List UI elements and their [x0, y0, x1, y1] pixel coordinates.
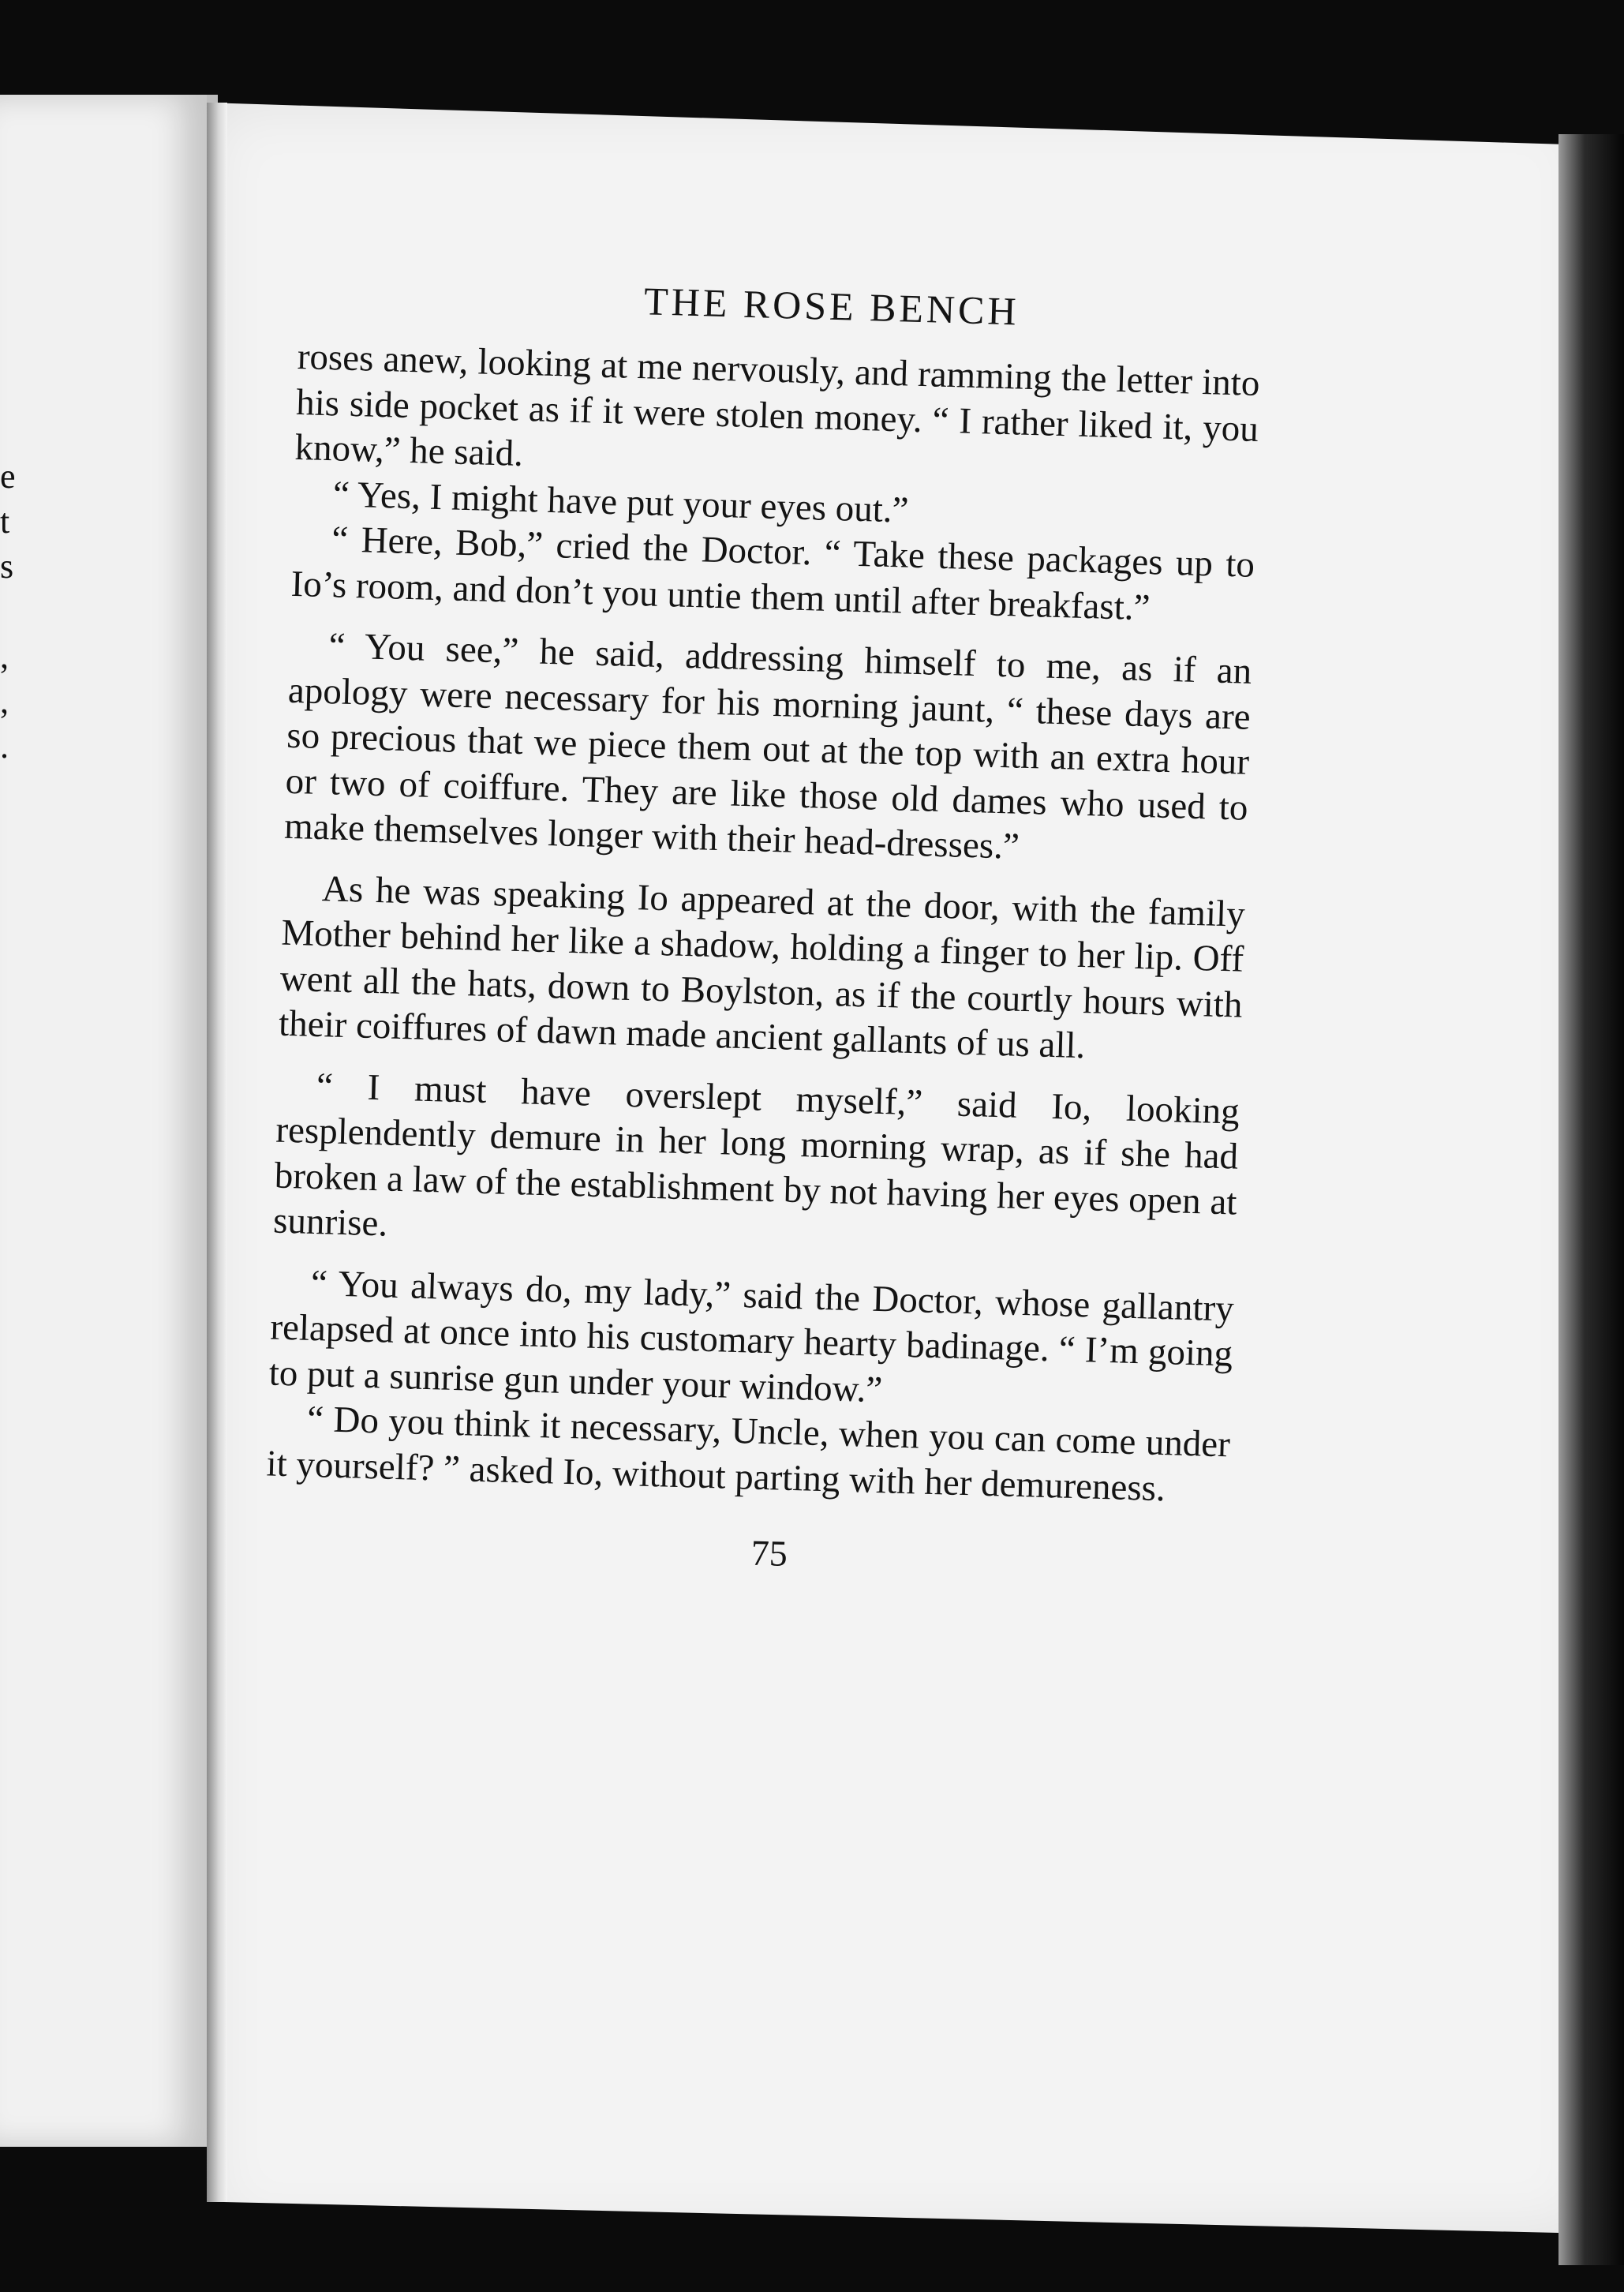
paragraph: “ Yes, I might have put your eyes out.”: [332, 473, 910, 531]
fragment: [0, 589, 16, 634]
paragraph: “ Do you think it necessary, Uncle, when you can come under it yourself? ” asked Io, without parting with her demureness.: [265, 1398, 1231, 1509]
paragraph: “ Here, Bob,” cried the Doctor. “ Take these packages up to Io’s room, and don’t you untie them until after breakfast.”: [290, 519, 1255, 628]
fragment: .: [0, 727, 9, 766]
fragment: e: [0, 457, 16, 496]
page-gutter: [207, 103, 227, 2202]
previous-page-text-fragments: [0, 454, 16, 769]
page-edge-shadow: [1559, 134, 1624, 2265]
paragraph: “ You see,” he said, addressing himself to me, as if an apology were necessary for his morning jaunt, “ these days are so precious that we piece them out at the top with an extra hour or two of coiffure. They are like those old dames who used to make themselves longer with their head-dresses.”: [283, 625, 1252, 867]
page-text-block: [264, 268, 1262, 1586]
fragment: ,: [0, 682, 9, 721]
paragraph: “ You always do, my lady,” said the Doctor, whose gallantry relapsed at once into his customary hearty badinage. “ I’m going to put a sunrise gun under your window.”: [268, 1262, 1235, 1410]
paragraph: “ I must have overslept myself,” said Io, looking resplendently demure in her long morning wrap, as if she had broken a law of the establishment by not having her eyes open at sunrise.: [272, 1065, 1240, 1245]
paragraph: As he was speaking Io appeared at the door, with the family Mother behind her like a shadow, holding a finger to her lip. Off went all the hats, down to Boylston, as if the courtly hours with their coiffures of dawn made ancient gallants of us all.: [278, 867, 1246, 1067]
fragment: ,: [0, 637, 9, 676]
fragment: s: [0, 547, 14, 586]
fragment: t: [0, 502, 10, 541]
running-head: THE ROSE BENCH: [643, 279, 1020, 334]
page-number: 75: [750, 1532, 788, 1574]
paragraph: roses anew, looking at me nervously, and ramming the letter into his side pocket as if it were stolen money. “ I rather liked it, you know,” he said.: [294, 335, 1261, 474]
previous-page-edge: [0, 95, 218, 2147]
